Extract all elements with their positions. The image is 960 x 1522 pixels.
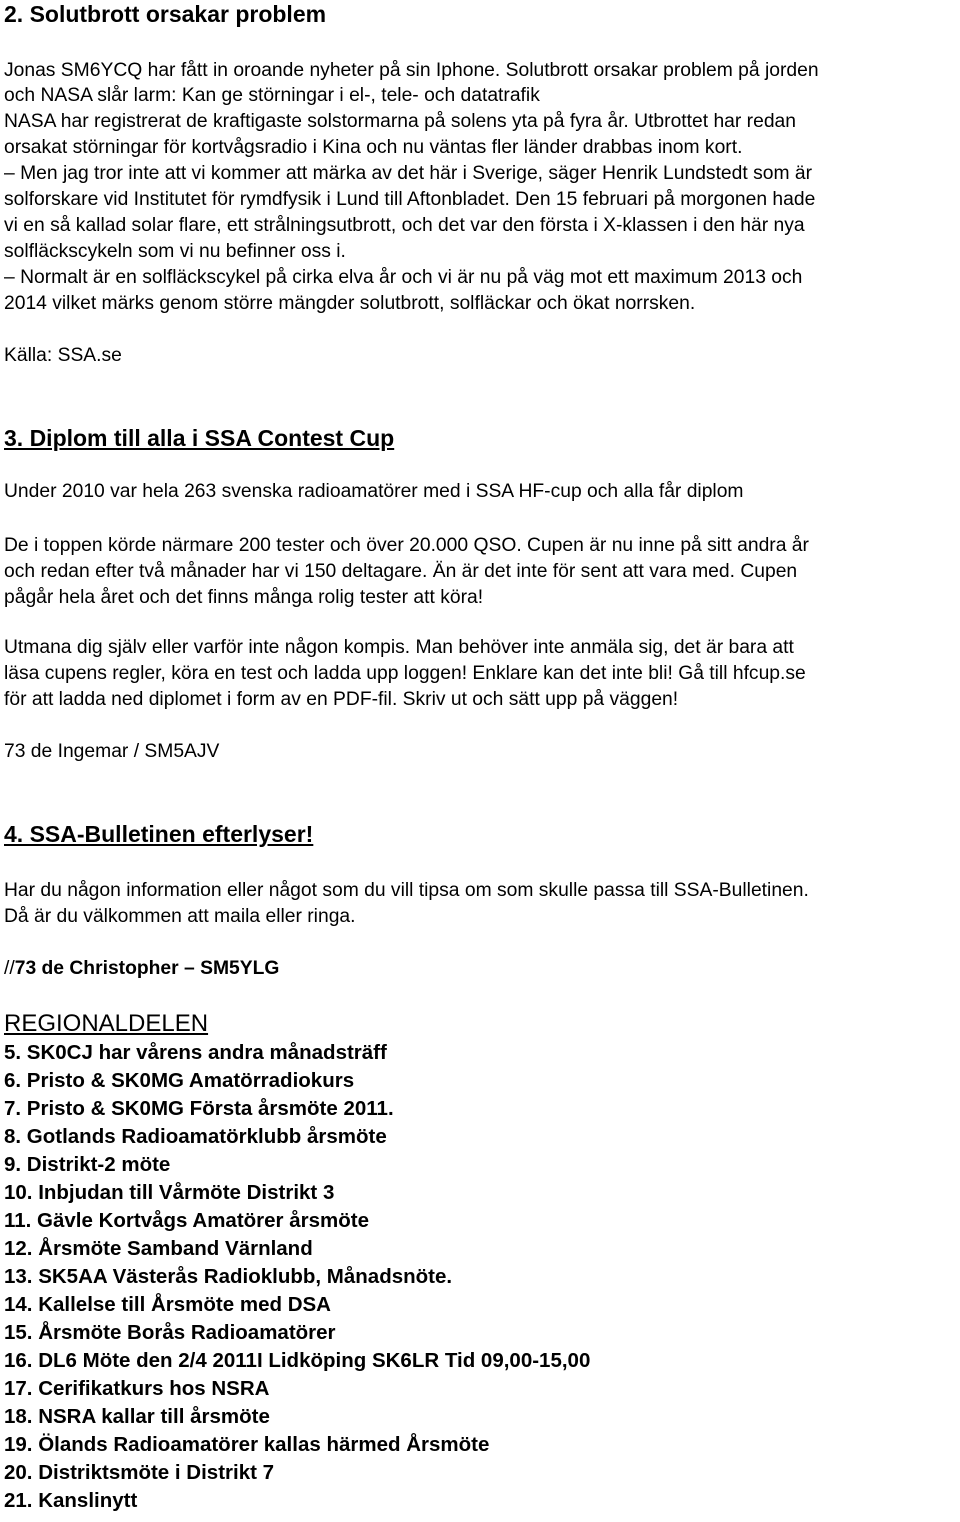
section-2-line: Jonas SM6YCQ har fått in oroande nyheter på sin Iphone. Solutbrott orsakar problem på jorden [4, 60, 819, 81]
section-2-line: och NASA slår larm: Kan ge störningar i el-, tele- och datatrafik [4, 85, 540, 106]
regional-item: 13. SK5AA Västerås Radioklubb, Månadsnöte. [4, 1265, 453, 1288]
section-2-heading: 2. Solutbrott orsakar problem [4, 1, 327, 27]
regional-item: 16. DL6 Möte den 2/4 2011I Lidköping SK6LR Tid 09,00-15,00 [4, 1349, 591, 1372]
section-2-line: – Normalt är en solfläckscykel på cirka elva år och vi är nu på väg mot ett maximum 2013 och [4, 267, 803, 288]
regional-item: 14. Kallelse till Årsmöte med DSA [4, 1293, 331, 1316]
section-2-source: Källa: SSA.se [4, 345, 122, 366]
section-2-line: – Men jag tror inte att vi kommer att märka av det här i Sverige, säger Henrik Lundstedt som är [4, 163, 813, 184]
section-4-heading: 4. SSA-Bulletinen efterlyser! [4, 821, 314, 847]
section-2-line: 2014 vilket märks genom större mängder solutbrott, solfläckar och ökat norrsken. [4, 293, 696, 314]
regional-item: 18. NSRA kallar till årsmöte [4, 1405, 270, 1428]
section-3-paragraph-1: Under 2010 var hela 263 svenska radioamatörer med i SSA HF-cup och alla får diplom [4, 481, 744, 502]
section-3-heading: 3. Diplom till alla i SSA Contest Cup [4, 425, 395, 451]
regional-item: 12. Årsmöte Samband Värnland [4, 1237, 313, 1260]
regional-item: 6. Pristo & SK0MG Amatörradiokurs [4, 1069, 355, 1092]
section-4-line: Har du någon information eller något som du vill tipsa om som skulle passa till SSA-Bulletinen. [4, 880, 809, 901]
section-3-signature: 73 de Ingemar / SM5AJV [4, 741, 220, 762]
regional-heading: REGIONALDELEN [4, 1010, 209, 1037]
section-2-line: solforskare vid Institutet för rymdfysik i Lund till Aftonbladet. Den 15 februari på morgonen hade [4, 189, 816, 210]
section-2-line: solfläckscykeln som vi nu befinner oss i. [4, 241, 346, 262]
section-2-line: vi en så kallad solar flare, ett strålningsutbrott, och det var den första i X-klassen i den här nya [4, 215, 805, 236]
section-3-line: Utmana dig själv eller varför inte någon kompis. Man behöver inte anmäla sig, det är bara att [4, 637, 794, 658]
section-3-line: pågår hela året och det finns många rolig tester att köra! [4, 587, 484, 608]
regional-item: 10. Inbjudan till Vårmöte Distrikt 3 [4, 1181, 335, 1204]
section-4-signature [4, 957, 279, 981]
signature-name: 73 de Christopher – SM5YLG [14, 958, 280, 979]
section-3-line: De i toppen körde närmare 200 tester och över 20.000 QSO. Cupen är nu inne på sitt andra år [4, 535, 809, 556]
section-2-line: orsakat störningar för kortvågsradio i Kina och nu väntas fler länder drabbas inom kort. [4, 137, 743, 158]
section-4-line: Då är du välkommen att maila eller ringa. [4, 906, 356, 927]
regional-item: 20. Distriktsmöte i Distrikt 7 [4, 1461, 275, 1484]
regional-item: 8. Gotlands Radioamatörklubb årsmöte [4, 1125, 387, 1148]
regional-item: 19. Ölands Radioamatörer kallas härmed Årsmöte [4, 1433, 490, 1456]
regional-item: 9. Distrikt-2 möte [4, 1153, 171, 1176]
regional-item: 21. Kanslinytt [4, 1489, 138, 1512]
signature-prefix: // [4, 958, 15, 979]
section-3-line: för att ladda ned diplomet i form av en PDF-fil. Skriv ut och sätt upp på väggen! [4, 689, 679, 710]
section-3-line: och redan efter två månader har vi 150 deltagare. Än är det inte för sent att vara med. Cupen [4, 561, 798, 582]
regional-item: 11. Gävle Kortvågs Amatörer årsmöte [4, 1209, 369, 1232]
section-2-line: NASA har registrerat de kraftigaste solstormarna på solens yta på fyra år. Utbrottet har redan [4, 111, 796, 132]
regional-item: 7. Pristo & SK0MG Första årsmöte 2011. [4, 1097, 394, 1120]
regional-item: 17. Cerifikatkurs hos NSRA [4, 1377, 270, 1400]
section-3-line: läsa cupens regler, köra en test och ladda upp loggen! Enklare kan det inte bli! Gå till hfcup.se [4, 663, 806, 684]
regional-item: 5. SK0CJ har vårens andra månadsträff [4, 1041, 387, 1064]
regional-item: 15. Årsmöte Borås Radioamatörer [4, 1321, 336, 1344]
